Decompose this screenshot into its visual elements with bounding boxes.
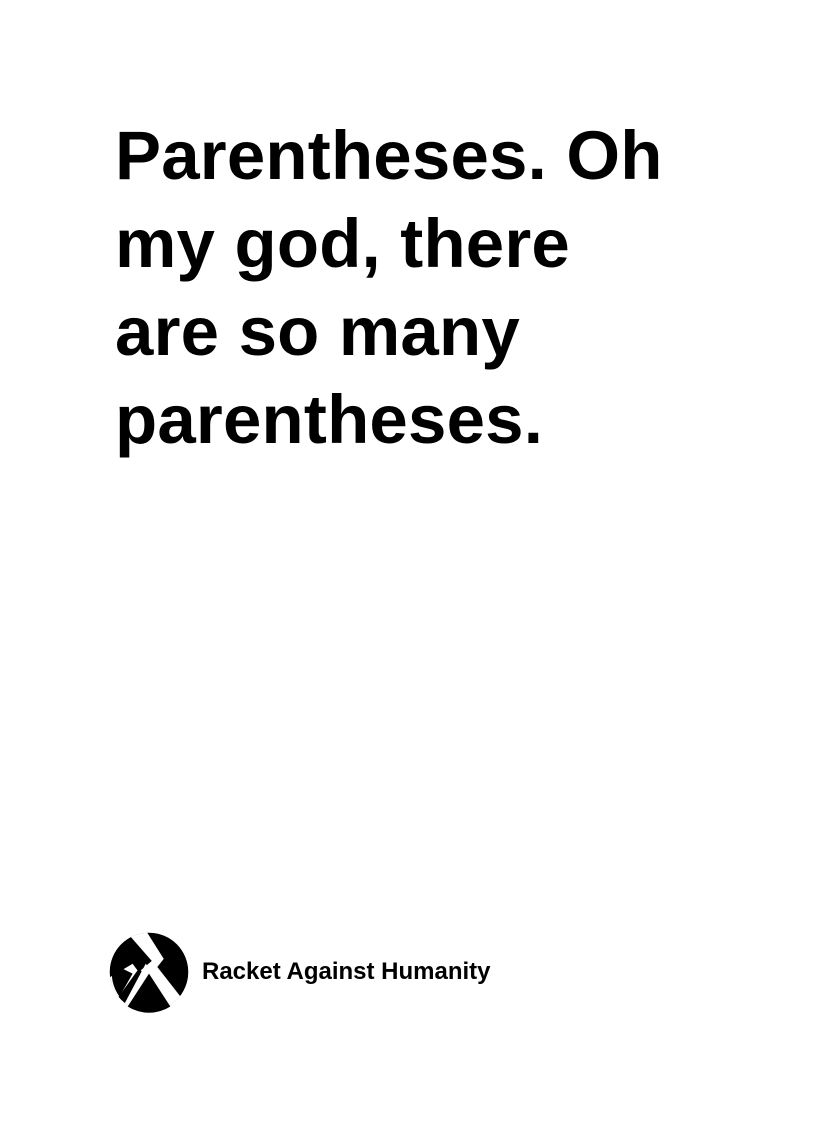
brand-footer [108, 931, 491, 1013]
racket-logo-icon [108, 931, 190, 1013]
card-text-line: my god, there [115, 205, 571, 282]
card-text-line: Parentheses. Oh [115, 117, 663, 194]
card-text [115, 112, 735, 464]
brand-name: Racket Against Humanity [202, 958, 491, 985]
card-text-line: are so many [115, 293, 520, 370]
card-text-line: parentheses. [115, 381, 544, 458]
